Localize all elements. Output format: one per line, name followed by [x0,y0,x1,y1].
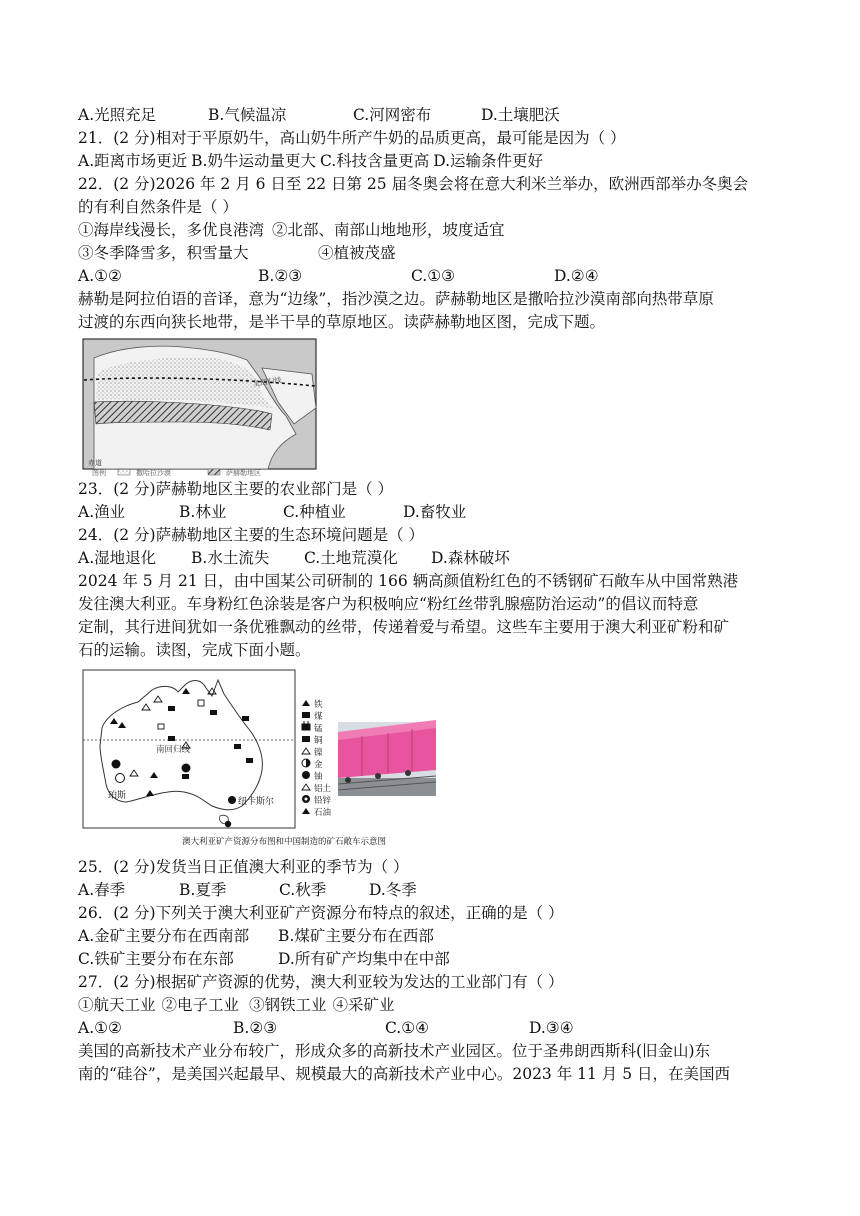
coal-symbol [234,744,241,749]
legend-gold: 金 [314,759,323,769]
australia-map [82,666,442,854]
q27-option-d: D.③④ [529,1019,574,1037]
q23-option-a: A.渔业 [78,503,126,521]
q22-stem-line-1: 22．(2 分)2026 年 2 月 6 日至 22 日第 25 届冬奥会将在意大利米兰举办，欧洲西部举办冬奥会 [78,175,749,193]
coal-symbol [168,736,175,741]
coal-symbol [246,758,253,763]
q23-options [78,501,788,524]
legend-oil: 石油 [314,807,332,817]
q27-option-a: A.①② [78,1019,122,1037]
q22-options [78,265,788,288]
gold-symbol [112,760,121,769]
australia-figure-caption: 澳大利亚矿产资源分布图和中国制造的矿石敞车示意图 [182,836,387,846]
usa-intro-line-2: 南的“硅谷”，是美国兴起最早、规模最大的高新技术产业中心。2023 年 11 月 5 日，在美国西 [78,1065,731,1083]
q21-option-a: A.距离市场更近 [78,152,188,170]
q21-stem: 21．(2 分)相对于平原奶牛，高山奶牛所产牛奶的品质更高，最可能是因为（ ） [78,129,626,147]
q24-options [78,547,788,570]
q20-options [78,104,788,127]
coal-symbol [168,706,175,711]
q22-condition-1: ①海岸线漫长，多优良港湾 [78,221,265,239]
legend-iron: 铁 [314,699,323,709]
q24-option-b: B.水土流失 [191,549,270,567]
legend-manganese: 锰 [314,723,323,733]
q27-condition-3: ③钢铁工业 [249,996,327,1014]
exam-page [78,104,788,1086]
q20-option-a: A.光照充足 [78,106,157,124]
q25-options [78,879,788,902]
q26-options-row-2 [78,948,788,971]
q20-option-b: B.气候温凉 [208,106,287,124]
q22-condition-4: ④植被茂盛 [318,244,396,262]
usa-intro-line-1: 美国的高新技术产业分布较广，形成众多的高新技术产业园区。位于圣弗朗西斯科(旧金山)东 [78,1042,711,1060]
q24-stem: 24．(2 分)萨赫勒地区主要的生态环境问题是（ ） [78,526,425,544]
legend-lead-zinc: 铅锌 [314,795,332,805]
q22-option-d: D.②④ [554,267,599,285]
city-newcastle: 纽卡斯尔 [238,796,275,806]
ore-wagon-photo [338,720,436,796]
q25-option-b: B.夏季 [179,881,227,899]
q26-options-row-1 [78,925,788,948]
q24-option-d: D.森林破坏 [431,549,510,567]
tropic-of-cancer-label: 北回归线 [253,377,283,388]
sahel-intro-line-1: 赫勒是阿拉伯语的音译，意为“边缘”，指沙漠之边。萨赫勒地区是撒哈拉沙漠南部向热带草原 [78,290,714,308]
legend-bauxite: 铝土 [314,783,332,793]
sahel-intro-line-2: 过渡的东西向狭长地带，是半干旱的草原地区。读萨赫勒地区图，完成下题。 [78,313,606,331]
q22-conditions-row-2 [78,242,788,265]
q25-option-a: A.春季 [78,881,126,899]
tropic-of-capricorn-label: 南回归线 [156,744,191,754]
q24-option-a: A.湿地退化 [78,549,157,567]
legend-nickel: 镍 [314,747,323,757]
q24-option-c: C.土地荒漠化 [304,549,398,567]
q22-condition-2: ②北部、南部山地地形，坡度适宜 [272,221,505,239]
q22-conditions-row-1 [78,219,788,242]
australia-intro-line-1: 2024 年 5 月 21 日，由中国某公司研制的 166 辆高颜值粉红色的不锈钢矿石敞车从中国常熟港 [78,572,739,590]
q22-option-a: A.①② [78,267,122,285]
q27-option-c: C.①④ [385,1019,430,1037]
legend-copper: 铜 [314,735,323,745]
q21-option-c: C.科技含量更高 [319,152,430,170]
q23-option-c: C.种植业 [283,503,346,521]
legend-coal: 煤 [314,711,323,721]
q22-option-b: B.②③ [258,267,303,285]
equator-label: 赤道 [88,460,102,467]
q21-option-b: B.奶牛运动量更大 [191,152,316,170]
sahel-map-figure [82,338,322,476]
q26-option-d: D.所有矿产均集中在中部 [278,950,450,968]
legend-sahel-swatch [208,469,220,475]
legend-sahara-swatch [118,469,130,475]
q26-stem: 26．(2 分)下列关于澳大利亚矿产资源分布特点的叙述，正确的是（ ） [78,904,564,922]
coal-symbol [242,716,249,721]
q20-option-d: D.土壤肥沃 [481,106,560,124]
legend-sahel-label: 萨赫勒地区 [226,470,261,476]
legend-title: 图例 [92,470,106,476]
q27-options [78,1017,788,1040]
q23-option-b: B.林业 [179,503,227,521]
australia-intro-line-4: 石的运输。读图，完成下面小题。 [78,641,311,659]
q27-option-b: B.②③ [233,1019,278,1037]
q25-option-d: D.冬季 [369,881,417,899]
legend-uranium: 铀 [314,771,323,781]
newcastle-dot [228,796,236,804]
q26-option-a: A.金矿主要分布在西南部 [78,927,250,945]
q22-condition-3: ③冬季降雪多，积雪量大 [78,244,249,262]
australia-intro-line-3: 定制，其行进间犹如一条优雅飘动的丝带，传递着爱与希望。这些车主要用于澳大利亚矿粉和矿 [78,618,730,636]
q23-stem: 23．(2 分)萨赫勒地区主要的农业部门是（ ） [78,480,394,498]
q27-condition-1: ①航天工业 [78,996,156,1014]
q27-conditions [78,994,788,1017]
city-perth: 珀斯 [108,790,127,800]
q22-stem-line-2: 的有利自然条件是（ ） [78,198,238,216]
australia-map-legend [302,699,332,817]
q22-option-c: C.①③ [411,267,456,285]
q27-condition-2: ②电子工业 [161,996,240,1014]
q26-option-c: C.铁矿主要分布在东部 [78,950,234,968]
australia-intro-line-2: 发往澳大利亚。车身粉红色涂装是客户为积极响应“粉红丝带乳腺癌防治运动”的倡议而特意 [78,595,699,613]
uranium-symbol [182,764,191,773]
q25-option-c: C.秋季 [279,881,327,899]
q21-options [78,150,788,173]
coal-symbol [182,774,189,779]
q23-option-d: D.畜牧业 [403,503,467,521]
q20-option-c: C.河网密布 [353,106,432,124]
legend-sahara-label: 撒哈拉沙漠 [136,470,171,476]
q25-stem: 25．(2 分)发货当日正值澳大利亚的季节为（ ） [78,858,409,876]
q26-option-b: B.煤矿主要分布在西部 [278,927,434,945]
australia-figure [82,666,442,854]
sahel-map [82,338,322,476]
q21-option-d: D.运输条件更好 [433,152,544,170]
q27-stem: 27．(2 分)根据矿产资源的优势，澳大利亚较为发达的工业部门有（ ） [78,973,564,991]
q27-condition-4: ④采矿业 [332,996,395,1014]
coal-symbol [210,710,217,715]
coal-symbol [225,821,231,827]
